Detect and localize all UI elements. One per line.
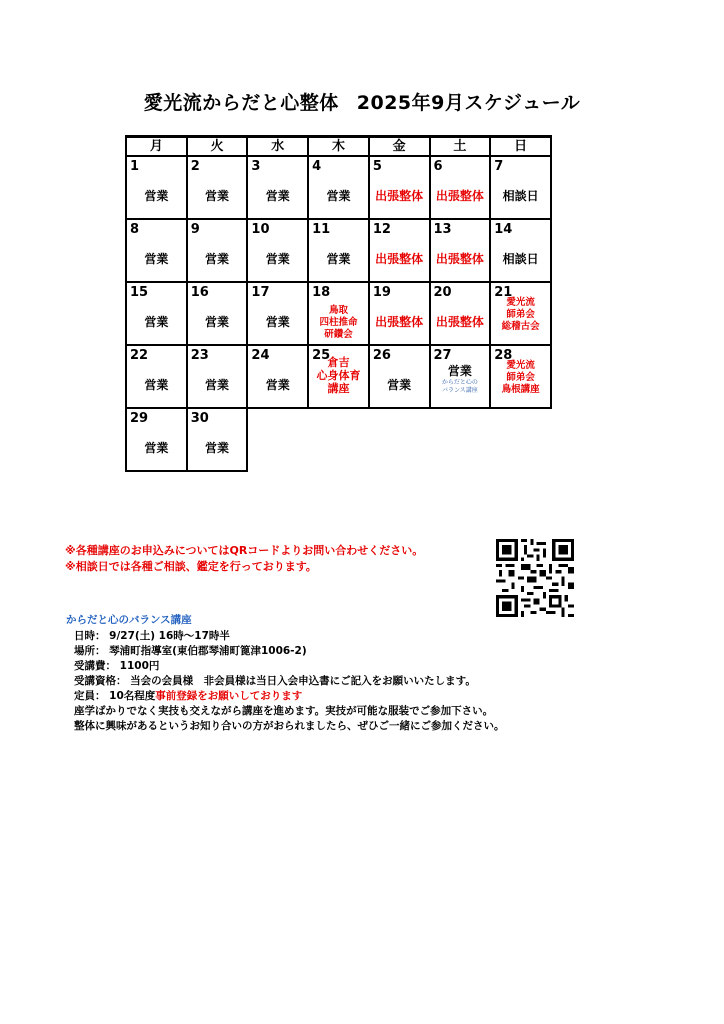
calendar-day-cell	[490, 282, 551, 345]
calendar-day-cell	[126, 156, 187, 219]
day-event: 営業	[265, 252, 290, 266]
day-number: 22	[130, 348, 149, 363]
calendar-empty-cell	[490, 408, 551, 471]
calendar-empty-cell	[308, 408, 369, 471]
calendar-day-cell	[369, 219, 430, 282]
calendar-day-cell	[126, 219, 187, 282]
calendar-week-row	[126, 219, 551, 282]
day-number: 25	[312, 348, 331, 363]
calendar-day-cell	[247, 156, 308, 219]
weekday-thu: 木	[308, 137, 369, 157]
course-desc-1: 座学ばかりでなく実技も交えながら講座を進めます。実技が可能な服装でご参加下さい。	[74, 705, 494, 717]
course-datetime: 日時： 9/27(土) 16時～17時半	[74, 630, 230, 642]
day-event: 営業	[265, 378, 290, 392]
weekday-header-row	[126, 137, 551, 157]
calendar-day-cell	[247, 345, 308, 408]
day-number: 30	[190, 411, 209, 426]
day-event: 出張整体	[435, 315, 484, 329]
course-capacity-prefix: 定員： 10名程度	[74, 690, 156, 702]
day-number: 5	[372, 159, 382, 174]
page-title	[0, 88, 724, 115]
course-fee: 受講費： 1100円	[74, 660, 160, 672]
day-event: 相談日	[502, 189, 539, 203]
calendar-day-cell	[308, 345, 369, 408]
day-number: 8	[130, 222, 140, 237]
calendar-day-cell	[187, 408, 248, 471]
course-capacity-note: 事前登録をお願いしております	[155, 690, 303, 702]
calendar-day-cell	[308, 282, 369, 345]
day-number: 1	[130, 159, 140, 174]
calendar-week-row	[126, 156, 551, 219]
day-event: 営業	[144, 252, 169, 266]
day-event: 営業	[326, 189, 351, 203]
day-number: 9	[190, 222, 200, 237]
day-event-subtitle: からだと心の バランス講座	[441, 379, 478, 394]
course-desc-2: 整体に興味があるというお知り合いの方がおられましたら、ぜひご一緒にご参加ください。	[74, 720, 505, 732]
day-number: 19	[372, 285, 391, 300]
calendar-day-cell	[369, 156, 430, 219]
calendar-day-cell	[430, 156, 491, 219]
course-qualification: 受講資格： 当会の会員様 非会員様は当日入会申込書にご記入をお願いいたします。	[74, 675, 476, 687]
title-main: 愛光流からだと心整体	[143, 92, 339, 114]
calendar-week-row	[126, 282, 551, 345]
day-event: 営業	[205, 252, 230, 266]
calendar-day-cell	[126, 408, 187, 471]
day-event: 鳥取 四柱推命 研鑽会	[319, 305, 358, 340]
note-qr: ※各種講座のお申込みについてはQRコードよりお問い合わせください。	[65, 544, 424, 557]
day-event: 相談日	[502, 252, 539, 266]
day-number: 3	[251, 159, 261, 174]
calendar-day-cell	[126, 345, 187, 408]
day-event: 営業	[447, 364, 472, 378]
notes	[65, 543, 423, 575]
day-number: 12	[372, 222, 391, 237]
day-event: 出張整体	[375, 189, 424, 203]
calendar-day-cell	[187, 345, 248, 408]
course-heading: からだと心のバランス講座	[66, 614, 192, 626]
qr-code[interactable]	[496, 539, 574, 617]
weekday-fri: 金	[369, 137, 430, 157]
calendar-empty-cell	[430, 408, 491, 471]
calendar-day-cell	[308, 219, 369, 282]
day-number: 13	[433, 222, 452, 237]
day-number: 24	[251, 348, 270, 363]
day-event: 営業	[144, 441, 169, 455]
calendar-day-cell	[187, 156, 248, 219]
day-number: 4	[312, 159, 322, 174]
title-schedule: 2025年9月スケジュール	[356, 92, 581, 114]
weekday-mon: 月	[126, 137, 187, 157]
day-event: 営業	[205, 315, 230, 329]
day-event: 営業	[144, 189, 169, 203]
day-event: 営業	[326, 252, 351, 266]
day-event: 出張整体	[375, 252, 424, 266]
day-event: 出張整体	[375, 315, 424, 329]
day-number: 18	[312, 285, 331, 300]
day-number: 29	[130, 411, 149, 426]
day-event: 愛光流 師弟会 鳥根講座	[501, 360, 540, 395]
course-info	[66, 613, 505, 734]
calendar-day-cell	[187, 282, 248, 345]
day-number: 23	[190, 348, 209, 363]
day-number: 11	[312, 222, 331, 237]
day-number: 21	[494, 285, 513, 300]
calendar-day-cell	[490, 345, 551, 408]
day-event: 営業	[205, 189, 230, 203]
note-consult: ※相談日では各種ご相談、鑑定を行っております。	[65, 560, 317, 573]
weekday-sun: 日	[490, 137, 551, 157]
day-number: 14	[494, 222, 513, 237]
day-event: 営業	[144, 315, 169, 329]
calendar-day-cell	[187, 219, 248, 282]
weekday-tue: 火	[187, 137, 248, 157]
day-event: 倉吉 心身体育 講座	[316, 356, 361, 395]
day-number: 7	[494, 159, 504, 174]
calendar-empty-cell	[369, 408, 430, 471]
calendar-empty-cell	[247, 408, 308, 471]
calendar-week-row	[126, 345, 551, 408]
weekday-wed: 水	[247, 137, 308, 157]
schedule-calendar	[125, 135, 552, 472]
day-number: 16	[190, 285, 209, 300]
calendar-week-row	[126, 408, 551, 471]
calendar-day-cell	[369, 282, 430, 345]
day-event: 出張整体	[435, 189, 484, 203]
day-event: 出張整体	[435, 252, 484, 266]
calendar-day-cell	[430, 219, 491, 282]
calendar-day-cell	[430, 345, 491, 408]
day-event: 営業	[205, 441, 230, 455]
calendar-day-cell	[126, 282, 187, 345]
day-number: 6	[433, 159, 443, 174]
day-number: 15	[130, 285, 149, 300]
calendar-day-cell	[247, 282, 308, 345]
day-event: 営業	[144, 378, 169, 392]
day-event: 営業	[387, 378, 412, 392]
calendar-day-cell	[490, 156, 551, 219]
day-number: 10	[251, 222, 270, 237]
day-number: 2	[190, 159, 200, 174]
weekday-sat: 土	[430, 137, 491, 157]
calendar-day-cell	[490, 219, 551, 282]
day-event: 愛光流 師弟会 総稽古会	[501, 297, 540, 332]
day-number: 28	[494, 348, 513, 363]
day-event: 営業	[265, 315, 290, 329]
day-event: 営業	[205, 378, 230, 392]
calendar-day-cell	[308, 156, 369, 219]
day-number: 26	[372, 348, 391, 363]
day-number: 27	[433, 348, 452, 363]
course-capacity	[66, 689, 505, 704]
day-number: 17	[251, 285, 270, 300]
calendar-day-cell	[247, 219, 308, 282]
calendar-day-cell	[430, 282, 491, 345]
course-place: 場所： 琴浦町指導室(東伯郡琴浦町篦津1006-2)	[74, 645, 307, 657]
day-event: 営業	[265, 189, 290, 203]
calendar-day-cell	[369, 345, 430, 408]
day-number: 20	[433, 285, 452, 300]
